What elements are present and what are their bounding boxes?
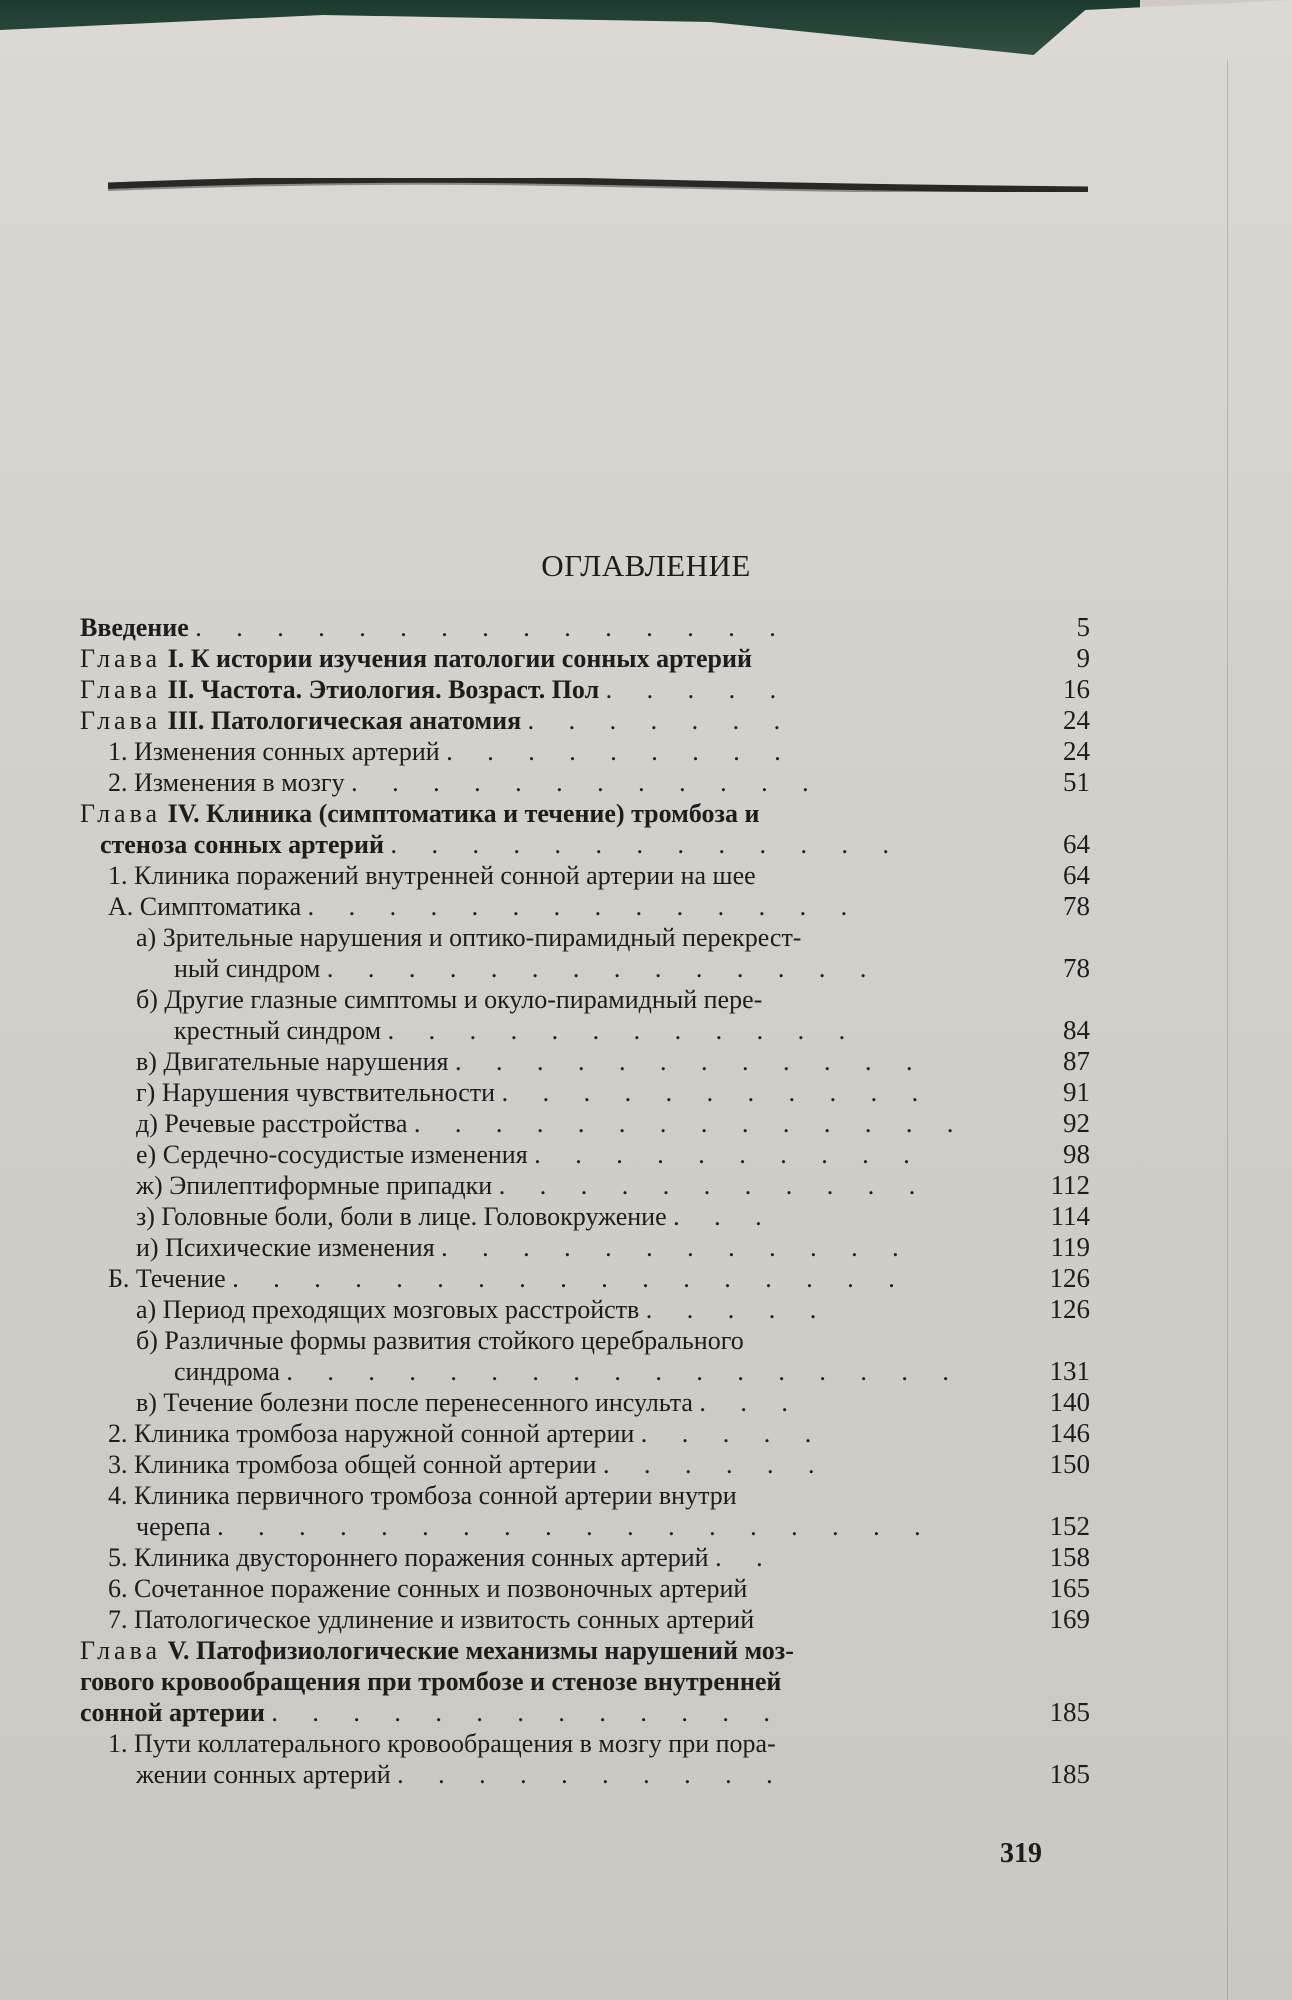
page-number: 64 <box>1063 860 1090 890</box>
page-number: 158 <box>1049 1542 1090 1572</box>
page-number: 5 <box>1076 612 1090 642</box>
leader-dots: . . . . . . . . . <box>446 737 795 766</box>
page-number: 92 <box>1063 1108 1090 1138</box>
leader-dots: . . <box>715 1543 777 1572</box>
entry-title-cont: гового кровообращения при тромбозе и стенозе внутренней <box>80 1667 782 1696</box>
leader-dots: . . . . . . . . . . . . . . . . . <box>232 1264 909 1293</box>
leader-dots: . . . . . . . . . . . . <box>387 1016 860 1045</box>
table-of-contents <box>80 612 1090 1790</box>
entry-title: б) Другие глазные симптомы и окуло-пирамидный пере- <box>136 985 763 1014</box>
page-fold-line <box>1227 60 1228 2000</box>
entry-title: А. Симптоматика <box>108 892 302 921</box>
toc-entry-introduction[interactable] <box>80 612 1090 643</box>
toc-entry-5-1[interactable] <box>80 1728 1090 1790</box>
entry-title: 4. Клиника первичного тромбоза сонной артерии внутри <box>108 1481 737 1510</box>
toc-entry-4-B[interactable] <box>80 1263 1090 1294</box>
toc-entry-4-A-i[interactable] <box>80 1232 1090 1263</box>
toc-entry-4-B-v[interactable] <box>80 1387 1090 1418</box>
leader-dots: . . . . . . <box>602 1450 829 1479</box>
page-number: 126 <box>1049 1294 1090 1324</box>
entry-title: и) Психические изменения <box>136 1233 435 1262</box>
toc-entry-3-1[interactable] <box>80 736 1090 767</box>
entry-title: Б. Течение <box>108 1264 226 1293</box>
leader-dots: . . . <box>673 1202 776 1231</box>
entry-title: 3. Клиника тромбоза общей сонной артерии <box>108 1450 597 1479</box>
page-number: 78 <box>1063 891 1090 921</box>
leader-dots: . . . . . . . . . . . . . . . <box>195 613 790 642</box>
page-number: 169 <box>1049 1604 1090 1634</box>
entry-title: г) Нарушения чувствительности <box>136 1078 496 1107</box>
toc-entry-4-A-zh[interactable] <box>80 1170 1090 1201</box>
page-number: 98 <box>1063 1139 1090 1169</box>
entry-title-cont: жении сонных артерий <box>136 1760 391 1789</box>
toc-entry-4-5[interactable] <box>80 1542 1090 1573</box>
page-number: 152 <box>1049 1511 1090 1541</box>
entry-title: 1. Изменения сонных артерий <box>108 737 440 766</box>
toc-entry-4-A-e[interactable] <box>80 1139 1090 1170</box>
toc-entry-4-B-a[interactable] <box>80 1294 1090 1325</box>
leader-dots: . . . . . . . . . . . . <box>441 1233 913 1262</box>
leader-dots: . . . . . . . . . . . . <box>351 768 823 797</box>
toc-entry-chapter-5[interactable] <box>80 1635 1090 1728</box>
leader-dots: . . . . . . . . . . . . . . . . . <box>286 1357 963 1386</box>
leader-dots: . . . . . . . . . . . . . <box>390 830 903 859</box>
entry-title: е) Сердечно-сосудистые изменения <box>136 1140 528 1169</box>
toc-entry-chapter-3[interactable] <box>80 705 1090 736</box>
entry-title: д) Речевые расстройства <box>136 1109 408 1138</box>
page-number: 126 <box>1049 1263 1090 1293</box>
entry-title: 6. Сочетанное поражение сонных и позвоночных артерий <box>108 1574 748 1603</box>
leader-dots: . . . . . . . . . . . . . . . . . . <box>217 1512 935 1541</box>
leader-dots: . . . . . <box>645 1295 831 1324</box>
entry-title: 2. Клиника тромбоза наружной сонной артерии <box>108 1419 635 1448</box>
toc-heading: ОГЛАВЛЕНИЕ <box>541 548 751 583</box>
leader-dots: . . . . . . . . . . . . . . <box>307 892 862 921</box>
leader-dots: . . . . . . . . . . . . . <box>271 1698 784 1727</box>
toc-entry-4-3[interactable] <box>80 1449 1090 1480</box>
leader-dots: . . . . . . . . . . . . . . <box>413 1109 968 1138</box>
page-number: 91 <box>1063 1077 1090 1107</box>
entry-title: IV. Клиника (симптоматика и течение) тромбоза и <box>167 799 760 828</box>
toc-entry-4-4[interactable] <box>80 1480 1090 1542</box>
leader-dots: . . . . . <box>640 1419 826 1448</box>
chapter-label: Глава <box>80 1636 162 1665</box>
toc-entry-chapter-1[interactable] <box>80 643 1090 674</box>
toc-entry-4-A-z[interactable] <box>80 1201 1090 1232</box>
page-number: 140 <box>1049 1387 1090 1417</box>
entry-title: 1. Пути коллатерального кровообращения в мозгу при пора- <box>108 1729 776 1758</box>
entry-title: в) Течение болезни после перенесенного инсульта <box>136 1388 693 1417</box>
leader-dots: . . . . . . . . . . <box>397 1760 787 1789</box>
leader-dots: . . . . . . . . . . . <box>501 1078 933 1107</box>
page-number: 16 <box>1063 674 1090 704</box>
entry-title: V. Патофизиологические механизмы нарушений моз- <box>167 1636 794 1665</box>
page-number: 185 <box>1049 1697 1090 1727</box>
toc-entry-chapter-2[interactable] <box>80 674 1090 705</box>
leader-dots: . . . . . <box>605 675 791 704</box>
entry-title: а) Зрительные нарушения и оптико-пирамидный перекрест- <box>136 923 802 952</box>
entry-title-cont: крестный синдром <box>174 1016 382 1045</box>
entry-title-cont: ный синдром <box>174 954 321 983</box>
toc-entry-4-A-g[interactable] <box>80 1077 1090 1108</box>
entry-title: 7. Патологическое удлинение и извитость сонных артерий <box>108 1605 755 1634</box>
entry-title: I. К истории изучения патологии сонных артерий <box>167 644 752 673</box>
toc-entry-4-1[interactable] <box>80 860 1090 891</box>
toc-entry-4-A-v[interactable] <box>80 1046 1090 1077</box>
entry-title: 2. Изменения в мозгу <box>108 768 345 797</box>
toc-entry-4-6[interactable] <box>80 1573 1090 1604</box>
page-number: 78 <box>1063 953 1090 983</box>
folio-page-number: 319 <box>1000 1838 1042 1869</box>
chapter-label: Глава <box>80 644 162 673</box>
entry-title-cont: синдрома <box>174 1357 280 1386</box>
page-number: 84 <box>1063 1015 1090 1045</box>
page-number: 112 <box>1050 1170 1090 1200</box>
decorative-rule <box>108 178 1088 192</box>
toc-entry-4-2[interactable] <box>80 1418 1090 1449</box>
chapter-label: Глава <box>80 675 162 704</box>
page-number: 185 <box>1049 1759 1090 1789</box>
toc-entry-chapter-4[interactable] <box>80 798 1090 860</box>
entry-title: в) Двигательные нарушения <box>136 1047 449 1076</box>
page-number: 64 <box>1063 829 1090 859</box>
toc-entry-4-A-b[interactable] <box>80 984 1090 1046</box>
leader-dots: . . . . . . . . . . . . <box>455 1047 927 1076</box>
leader-dots: . . . . . . . . . . . . . . <box>326 954 881 983</box>
entry-title: 1. Клиника поражений внутренней сонной артерии на шее <box>108 861 756 890</box>
toc-entry-4-B-b[interactable] <box>80 1325 1090 1387</box>
page-number: 146 <box>1049 1418 1090 1448</box>
page-number: 131 <box>1049 1356 1090 1386</box>
toc-entry-4-A[interactable] <box>80 891 1090 922</box>
toc-entry-4-A-a[interactable] <box>80 922 1090 984</box>
entry-title: з) Головные боли, боли в лице. Головокружение <box>136 1202 667 1231</box>
entry-title: ж) Эпилептиформные припадки <box>136 1171 493 1200</box>
toc-entry-4-A-d[interactable] <box>80 1108 1090 1139</box>
entry-title: 5. Клиника двустороннего поражения сонных артерий <box>108 1543 709 1572</box>
chapter-label: Глава <box>80 706 162 735</box>
entry-title: б) Различные формы развития стойкого церебрального <box>136 1326 744 1355</box>
entry-title: III. Патологическая анатомия <box>167 706 522 735</box>
entry-title: а) Период преходящих мозговых расстройств <box>136 1295 640 1324</box>
page-number: 87 <box>1063 1046 1090 1076</box>
toc-entry-3-2[interactable] <box>80 767 1090 798</box>
page-number: 114 <box>1050 1201 1090 1231</box>
entry-title-cont: стеноза сонных артерий <box>100 830 384 859</box>
page-number: 24 <box>1063 705 1090 735</box>
leader-dots: . . . . . . . <box>527 706 795 735</box>
page-number: 165 <box>1049 1573 1090 1603</box>
leader-dots: . . . <box>699 1388 802 1417</box>
chapter-label: Глава <box>80 799 162 828</box>
leader-dots: . . . . . . . . . . . <box>498 1171 930 1200</box>
toc-entry-4-7[interactable] <box>80 1604 1090 1635</box>
entry-title: II. Частота. Этиология. Возраст. Пол <box>167 675 600 704</box>
entry-title-cont: черепа <box>136 1512 211 1541</box>
page-number: 150 <box>1049 1449 1090 1479</box>
page-number: 9 <box>1076 643 1090 673</box>
entry-title: Введение <box>80 613 189 642</box>
page-number: 119 <box>1050 1232 1090 1262</box>
entry-title-cont: сонной артерии <box>80 1698 265 1727</box>
page-number: 24 <box>1063 736 1090 766</box>
leader-dots: . . . . . . . . . . <box>534 1140 924 1169</box>
page-number: 51 <box>1063 767 1090 797</box>
